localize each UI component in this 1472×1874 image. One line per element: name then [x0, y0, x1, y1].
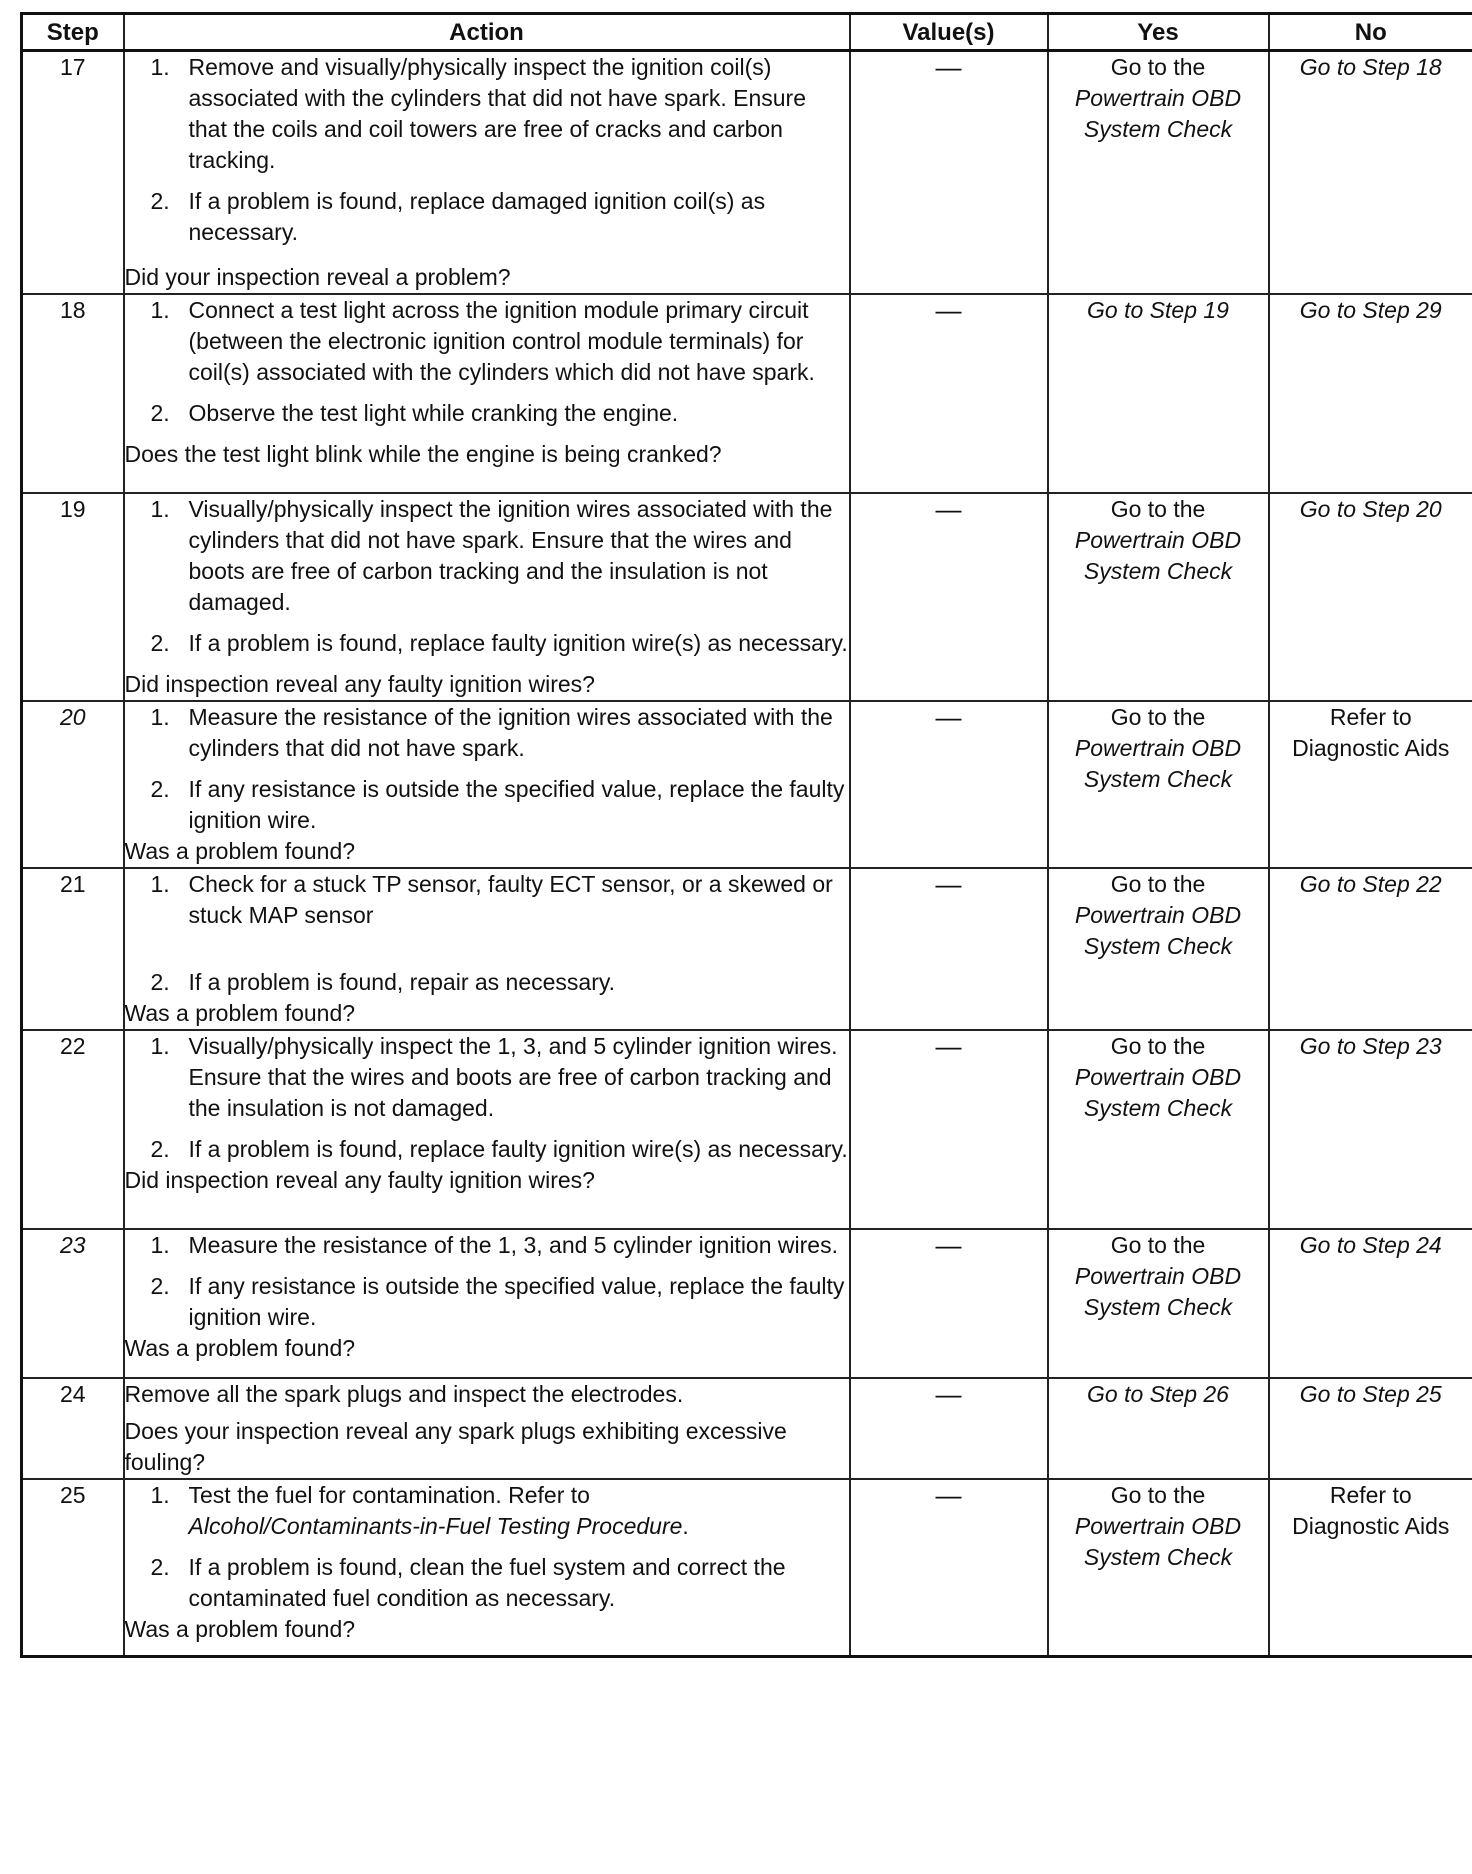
no-cell: Go to Step 20	[1269, 493, 1472, 701]
table-row-step-17	[22, 51, 1472, 295]
no-cell: Refer to Diagnostic Aids	[1269, 1479, 1472, 1656]
action-step: 2. Observe the test light while cranking the engine.	[150, 400, 679, 426]
yes-cell: Go to Step 26	[1048, 1378, 1269, 1479]
header-no: No	[1269, 14, 1472, 51]
yes-cell: Go to the Powertrain OBD System Check	[1048, 868, 1269, 1030]
step-number: 25	[22, 1479, 124, 1656]
action-question: Was a problem found?	[124, 1000, 356, 1026]
action-step: 2. If a problem is found, replace damaged ignition coil(s) as necessary.	[150, 188, 766, 245]
value-cell: —	[850, 51, 1048, 295]
yes-cell: Go to Step 19	[1048, 294, 1269, 493]
diagnostic-table-page	[20, 12, 1472, 1658]
no-cell: Go to Step 25	[1269, 1378, 1472, 1479]
action-question: Did your inspection reveal a problem?	[124, 264, 511, 290]
header-step: Step	[22, 14, 124, 51]
no-cell: Go to Step 18	[1269, 51, 1472, 295]
action-question: Was a problem found?	[124, 1616, 356, 1642]
yes-cell: Go to the Powertrain OBD System Check	[1048, 1229, 1269, 1378]
action-cell	[124, 1030, 850, 1229]
action-question: Was a problem found?	[124, 838, 356, 864]
step-number: 17	[22, 51, 124, 295]
value-cell: —	[850, 1479, 1048, 1656]
action-step: 1. Test the fuel for contamination. Refer to Alcohol/Contaminants-in-Fuel Testing Procedure.	[150, 1482, 689, 1539]
step-number: 20	[22, 701, 124, 868]
action-step: 1. Visually/physically inspect the ignition wires associated with the cylinders that did not have spark. Ensure that the wires and boots are free of carbon tracking and the insulation is not damaged.	[150, 496, 833, 615]
yes-cell: Go to the Powertrain OBD System Check	[1048, 493, 1269, 701]
value-cell: —	[850, 1030, 1048, 1229]
action-step: 2. If any resistance is outside the specified value, replace the faulty ignition wire.	[150, 776, 845, 833]
action-step: 2. If a problem is found, clean the fuel system and correct the contaminated fuel condition as necessary.	[150, 1554, 786, 1611]
header-yes: Yes	[1048, 14, 1269, 51]
header-row	[22, 14, 1472, 51]
value-cell: —	[850, 1229, 1048, 1378]
value-cell: —	[850, 701, 1048, 868]
action-cell	[124, 1378, 850, 1479]
action-step: 1. Remove and visually/physically inspect the ignition coil(s) associated with the cylinders that did not have spark. Ensure that the coils and coil towers are free of cracks and carbon tracking.	[150, 54, 807, 173]
yes-cell: Go to the Powertrain OBD System Check	[1048, 701, 1269, 868]
action-step: 1. Connect a test light across the ignition module primary circuit (between the electronic ignition control module terminals) for coil(s) associated with the cylinders which did not have spark.	[150, 297, 815, 385]
action-cell	[124, 294, 850, 493]
table-row-step-22	[22, 1030, 1472, 1229]
action-question: Did inspection reveal any faulty ignition wires?	[124, 1167, 595, 1193]
step-number: 24	[22, 1378, 124, 1479]
action-question: Does the test light blink while the engine is being cranked?	[124, 441, 722, 467]
value-cell: —	[850, 1378, 1048, 1479]
step-number: 22	[22, 1030, 124, 1229]
step-number: 18	[22, 294, 124, 493]
table-row-step-20	[22, 701, 1472, 868]
action-cell	[124, 493, 850, 701]
action-question: Did inspection reveal any faulty ignition wires?	[124, 671, 595, 697]
action-cell	[124, 1479, 850, 1656]
action-step: 1. Check for a stuck TP sensor, faulty ECT sensor, or a skewed or stuck MAP sensor	[150, 871, 833, 928]
no-cell: Go to Step 22	[1269, 868, 1472, 1030]
value-cell: —	[850, 493, 1048, 701]
no-cell: Go to Step 24	[1269, 1229, 1472, 1378]
value-cell: —	[850, 294, 1048, 493]
diagnostic-table	[20, 12, 1472, 1658]
action-step: 1. Measure the resistance of the ignition wires associated with the cylinders that did not have spark.	[150, 704, 833, 761]
action-question: Does your inspection reveal any spark plugs exhibiting excessive fouling?	[124, 1418, 787, 1475]
step-number: 21	[22, 868, 124, 1030]
action-step: 2. If a problem is found, replace faulty ignition wire(s) as necessary.	[150, 630, 848, 656]
action-step: 2. If a problem is found, repair as necessary.	[150, 969, 616, 995]
action-cell	[124, 1229, 850, 1378]
yes-cell: Go to the Powertrain OBD System Check	[1048, 51, 1269, 295]
step-number: 23	[22, 1229, 124, 1378]
action-line: Remove all the spark plugs and inspect the electrodes.	[124, 1381, 684, 1407]
header-values: Value(s)	[850, 14, 1048, 51]
no-cell: Go to Step 29	[1269, 294, 1472, 493]
action-cell	[124, 868, 850, 1030]
action-question: Was a problem found?	[124, 1335, 356, 1361]
action-step: 1. Visually/physically inspect the 1, 3, and 5 cylinder ignition wires. Ensure that the wires and boots are free of carbon tracking and the insulation is not damaged.	[150, 1033, 838, 1121]
table-row-step-23	[22, 1229, 1472, 1378]
table-row-step-25	[22, 1479, 1472, 1656]
action-step: 1. Measure the resistance of the 1, 3, and 5 cylinder ignition wires.	[150, 1232, 838, 1258]
step-number: 19	[22, 493, 124, 701]
table-row-step-24	[22, 1378, 1472, 1479]
table-row-step-18	[22, 294, 1472, 493]
value-cell: —	[850, 868, 1048, 1030]
action-step: 2. If any resistance is outside the specified value, replace the faulty ignition wire.	[150, 1273, 845, 1330]
table-row-step-19	[22, 493, 1472, 701]
yes-cell: Go to the Powertrain OBD System Check	[1048, 1479, 1269, 1656]
no-cell: Refer to Diagnostic Aids	[1269, 701, 1472, 868]
table-row-step-21	[22, 868, 1472, 1030]
action-step: 2. If a problem is found, replace faulty ignition wire(s) as necessary.	[150, 1136, 848, 1162]
yes-cell: Go to the Powertrain OBD System Check	[1048, 1030, 1269, 1229]
action-cell	[124, 701, 850, 868]
no-cell: Go to Step 23	[1269, 1030, 1472, 1229]
procedure-reference: Alcohol/Contaminants-in-Fuel Testing Procedure	[188, 1513, 683, 1539]
action-cell	[124, 51, 850, 295]
header-action: Action	[124, 14, 850, 51]
